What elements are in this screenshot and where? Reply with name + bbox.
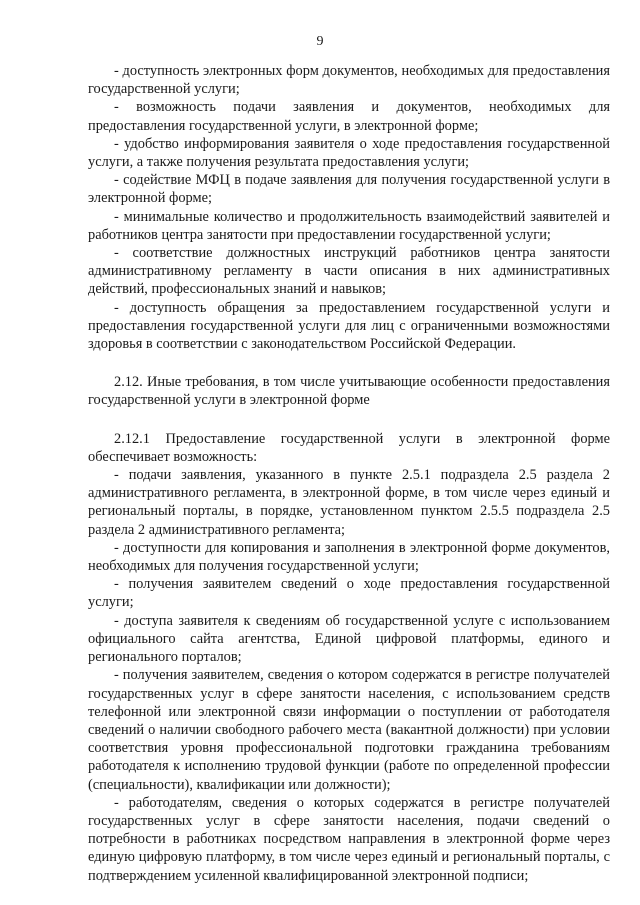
list-item: - получения заявителем сведений о ходе предоставления государственной услуги;: [88, 576, 610, 611]
list-item: - подачи заявления, указанного в пункте 2.5.1 подраздела 2.5 раздела 2 административного регламента, в электронной форме, в том числе через единый и региональный порталы, в порядке, установленном пунктом 2.5.5 подраздела 2.5 раздела 2 административного регламента;: [88, 467, 610, 538]
list-item: - доступность обращения за предоставлением государственной услуги и предоставления государственной услуги для лиц с ограниченными возможностями здоровья в соответствии с законодательством Российской Федерации.: [88, 299, 610, 353]
list-item: - получения заявителем, сведения о котором содержатся в регистре получателей государственных услуг в сфере занятости населения, с использованием средств телефонной или электронной связи информации о поступлении от работодателя сведений о наличии свободного рабочего места (вакантной должности) при условии соответствия уровня профессиональной подготовки гражданина требованиям работодателя к исполнению трудовой функции (работе по определенной профессии (специальности), квалификации или должности);: [88, 667, 610, 793]
list-item: - содействие МФЦ в подаче заявления для получения государственной услуги в электронной форме;: [88, 172, 610, 207]
spacer: [88, 410, 610, 430]
list-item: - соответствие должностных инструкций работников центра занятости административному регламенту в части описания в них административных действий, профессиональных знаний и навыков;: [88, 245, 610, 298]
list-item: - доступность электронных форм документов, необходимых для предоставления государственной услуги;: [88, 63, 610, 98]
spacer: [88, 353, 610, 373]
list-item: - доступности для копирования и заполнения в электронной форме документов, необходимых для получения государственной услуги;: [88, 539, 610, 575]
list-item: - доступа заявителя к сведениям об государственной услуге с использованием официального сайта агентства, Единой цифровой платформы, единого и регионального порталов;: [88, 612, 610, 666]
list-item: - удобство информирования заявителя о ходе предоставления государственной услуги, а также получения результата предоставления услуги;: [88, 135, 610, 171]
list-item: - минимальные количество и продолжительность взаимодействий заявителей и работников центра занятости при предоставлении государственной услуги;: [88, 208, 610, 243]
list-item: - возможность подачи заявления и документов, необходимых для предоставления государственной услуги, в электронной форме;: [88, 99, 610, 134]
document-body: [88, 62, 610, 885]
paragraph-intro: 2.12.1 Предоставление государственной услуги в электронной форме обеспечивает возможность:: [88, 430, 610, 465]
section-heading: 2.12. Иные требования, в том числе учитывающие особенности предоставления государственной услуги в электронной форме: [88, 374, 610, 409]
list-item: - работодателям, сведения о которых содержатся в регистре получателей государственных услуг в сфере занятости населения, подачи сведений о потребности в работниках посредством направления в электронной форме через единую цифровую платформу, в том числе через единый и региональный порталы, с подтверждением усиленной квалифицированной электронной подписи;: [88, 794, 610, 884]
page-number: 9: [316, 34, 324, 49]
